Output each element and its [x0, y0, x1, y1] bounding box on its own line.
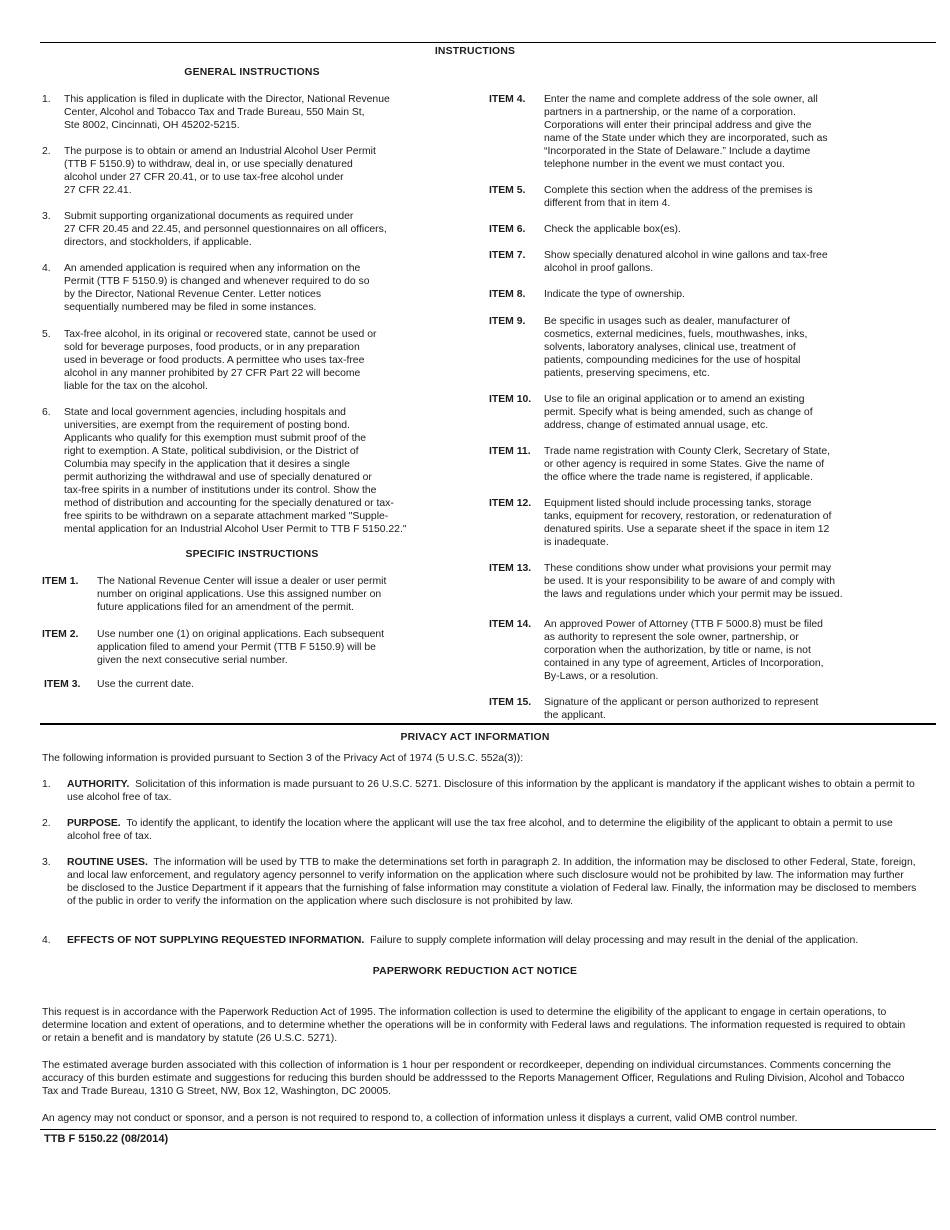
- item-label: ITEM 13.: [489, 563, 532, 574]
- privacy-item-text: [67, 778, 917, 804]
- item-text: Indicate the type of ownership.: [544, 289, 685, 300]
- item-text: Use to file an original application or to amend an existing permit. Specify what is being amended, such as change of address, change of estimated annual usage, etc.: [544, 394, 813, 431]
- general-item-text: State and local government agencies, including hospitals and universities, are exempt from the requirement of posting bond. Applicants who qualify for this exemption must submit proof of the right to exemption. A State, political subdivision, or the District of Columbia may specify in the application that it desires a single permit authorizing the withdrawal and use of specially denatured or tax-free spirits in a number of institutions under its control. Show the method of distribution and accounting for the specially denatured or tax- free spirits to be withdrawn on a separate attachment marked "Supple- mental application for an Industrial Alcohol User Permit to TTB F 5150.22.": [64, 407, 407, 535]
- item-label: ITEM 7.: [489, 250, 526, 261]
- privacy-title: PRIVACY ACT INFORMATION: [400, 732, 550, 743]
- item-text: Use number one (1) on original applications. Each subsequent application filed to amend your Permit (TTB F 5150.9) will be given the next consecutive serial number.: [97, 629, 385, 666]
- item-text: These conditions show under what provisions your permit may be used. It is your responsibility to be aware of and comply with the laws and regulations under which your permit may be issued.: [544, 563, 843, 600]
- top-rule: [40, 42, 936, 43]
- privacy-item-text: [67, 934, 917, 947]
- item-label: ITEM 15.: [489, 697, 532, 708]
- item-label: ITEM 10.: [489, 394, 532, 405]
- general-item-text: The purpose is to obtain or amend an Industrial Alcohol User Permit (TTB F 5150.9) to withdraw, deal in, or use specially denatured alcohol under 27 CFR 20.41, or to use tax-free alcohol under 27 CFR 22.41.: [64, 146, 376, 196]
- privacy-item-body: Failure to supply complete information will delay processing and may result in the denial of the application.: [370, 935, 859, 946]
- item-text: Check the applicable box(es).: [544, 224, 681, 235]
- privacy-item-heading: PURPOSE.: [67, 818, 121, 829]
- item-label: ITEM 5.: [489, 185, 526, 196]
- item-text: Trade name registration with County Clerk, Secretary of State, or other agency is required in some States. Give the name of the office where the trade name is registered, if applicable.: [544, 446, 831, 483]
- paperwork-paragraph: An agency may not conduct or sponsor, and a person is not required to respond to, a collection of information unless it displays a current, valid OMB control number.: [42, 1113, 798, 1124]
- general-item-text: This application is filed in duplicate with the Director, National Revenue Center, Alcohol and Tobacco Tax and Trade Bureau, 550 Main St, Ste 8002, Cincinnati, OH 45202-5215.: [64, 94, 390, 131]
- general-item-number: 5.: [42, 329, 51, 340]
- item-label: ITEM 14.: [489, 619, 532, 630]
- item-label: ITEM 6.: [489, 224, 526, 235]
- item-label: ITEM 8.: [489, 289, 526, 300]
- general-item-number: 2.: [42, 146, 51, 157]
- item-label: ITEM 3.: [44, 679, 81, 690]
- privacy-item-body: The information will be used by TTB to make the determinations set forth in paragraph 2. In addition, the information may be disclosed to other Federal, State, foreign, and local law enforcement, and regulatory agency personnel to verify information on the application where such disclosure would not be prohibited by law. The information may further be disclosed to the Justice Department if it appears that the furnishing of false information may constitute a violation of Federal law. Finally, the information may be disclosed to members of the public in order to verify the information on the application where such disclosure is not prohibited by law.: [67, 857, 917, 907]
- general-item-number: 6.: [42, 407, 51, 418]
- paperwork-paragraph: This request is in accordance with the Paperwork Reduction Act of 1995. The information collection is used to determine the eligibility of the applicant to engage in certain operations, to determine location and extent of operations, and to determine whether the operations will be in conformity with Federal laws and regulations. The information requested is required to obtain or retain a benefit and is mandatory by statute (26 U.S.C. 5271).: [42, 1007, 906, 1044]
- general-item-number: 1.: [42, 94, 51, 105]
- privacy-item-number: 2.: [42, 818, 51, 829]
- item-text: The National Revenue Center will issue a dealer or user permit number on original applications. Use this assigned number on future applications filed for an amendment of the permit.: [97, 576, 387, 613]
- item-text: Show specially denatured alcohol in wine gallons and tax-free alcohol in proof gallons.: [544, 250, 828, 274]
- item-label: ITEM 2.: [42, 629, 79, 640]
- item-text: Be specific in usages such as dealer, manufacturer of cosmetics, external medicines, fuels, mouthwashes, inks, solvents, laboratory analyses, clinical use, treatment of patients, compounding medicines for the use of hospital patients, preserving specimens, etc.: [544, 316, 808, 379]
- item-label: ITEM 12.: [489, 498, 532, 509]
- privacy-item-number: 1.: [42, 779, 51, 790]
- general-item-text: An amended application is required when any information on the Permit (TTB F 5150.9) is changed and whenever required to do so by the Director, National Revenue Center. Letter notices sequentially numbered may be filed in some instances.: [64, 263, 370, 313]
- general-item-number: 4.: [42, 263, 51, 274]
- general-instructions-title: GENERAL INSTRUCTIONS: [184, 67, 320, 78]
- privacy-item-body: To identify the applicant, to identify the location where the applicant will use the tax free alcohol, and to determine the eligibility of the applicant to obtain a permit to use alcohol free of tax.: [67, 818, 893, 842]
- privacy-item-number: 4.: [42, 935, 51, 946]
- paperwork-title: PAPERWORK REDUCTION ACT NOTICE: [372, 966, 578, 977]
- general-item-text: Submit supporting organizational documents as required under 27 CFR 20.45 and 22.45, and personnel questionnaires on all officers, directors, and stockholders, if applicable.: [64, 211, 387, 248]
- item-text: Signature of the applicant or person authorized to represent the applicant.: [544, 697, 819, 721]
- item-label: ITEM 1.: [42, 576, 79, 587]
- item-text: Use the current date.: [97, 679, 195, 690]
- privacy-item-heading: EFFECTS OF NOT SUPPLYING REQUESTED INFORMATION.: [67, 935, 365, 946]
- item-text: An approved Power of Attorney (TTB F 5000.8) must be filed as authority to represent the sole owner, partnership, or corporation when the authorization, by title or name, is not contained in any type of agreement, Articles of Incorporation, By-Laws, or a resolution.: [544, 619, 824, 682]
- item-label: ITEM 11.: [489, 446, 531, 457]
- item-text: Enter the name and complete address of the sole owner, all partners in a partnership, or the name of a corporation. Corporations will enter their principal address and give the name of the State under which they are incorporated, such as “Incorporated in the State of Delaware.” Include a daytime telephone number in the event we must contact you.: [544, 94, 828, 170]
- privacy-item-number: 3.: [42, 857, 51, 868]
- privacy-intro: The following information is provided pursuant to Section 3 of the Privacy Act of 1974 (5 U.S.C. 552a(3)):: [42, 753, 524, 764]
- item-label: ITEM 9.: [489, 316, 526, 327]
- instructions-title: INSTRUCTIONS: [434, 46, 516, 57]
- section-rule: [40, 723, 936, 725]
- privacy-item-text: [67, 856, 917, 908]
- privacy-item-heading: ROUTINE USES.: [67, 857, 148, 868]
- specific-instructions-title: SPECIFIC INSTRUCTIONS: [185, 549, 319, 560]
- bottom-rule: [40, 1129, 936, 1130]
- form-number: TTB F 5150.22 (08/2014): [44, 1133, 169, 1145]
- general-item-number: 3.: [42, 211, 51, 222]
- item-text: Complete this section when the address of the premises is different from that in item 4.: [544, 185, 813, 209]
- paperwork-paragraph: The estimated average burden associated with this collection of information is 1 hour per respondent or recordkeeper, depending on individual circumstances. Comments concerning the accuracy of this burden estimate and suggestions for reducing this burden should be addresssed to the Reports Management Officer, Regulations and Ruling Division, Alcohol and Tobacco Tax and Trade Bureau, 1310 G Street, NW, Box 12, Washington, DC 20005.: [42, 1060, 905, 1097]
- item-label: ITEM 4.: [489, 94, 526, 105]
- general-item-text: Tax-free alcohol, in its original or recovered state, cannot be used or sold for beverage purposes, food products, or in any preparation used in beverage or food products. A permittee who uses tax-free alcohol in any manner prohibited by 27 CFR Part 22 will become liable for the tax on the alcohol.: [64, 329, 377, 392]
- privacy-item-body: Solicitation of this information is made pursuant to 26 U.S.C. 5271. Disclosure of this information by the applicant is mandatory if the applicant wishes to obtain a permit to use alcohol free of tax.: [67, 779, 915, 803]
- item-text: Equipment listed should include processing tanks, storage tanks, equipment for recovery, restoration, or redenaturation of denatured spirits. Use a separate sheet if the space in item 12 is inadequate.: [544, 498, 832, 548]
- privacy-item-heading: AUTHORITY.: [67, 779, 130, 790]
- privacy-item-text: [67, 817, 917, 843]
